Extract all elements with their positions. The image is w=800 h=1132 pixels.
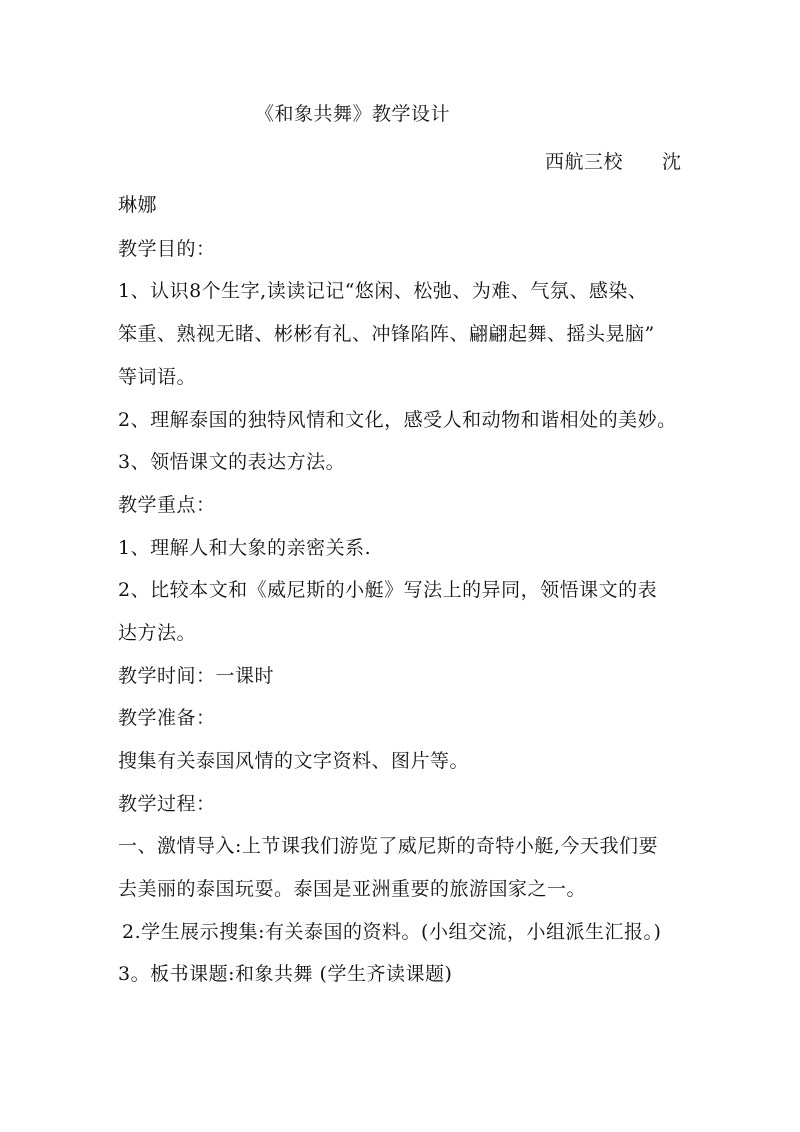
process-step-3: 3。板书课题:和象共舞 (学生齐读课题): [118, 963, 453, 985]
heading-key-points: 教学重点：: [118, 494, 216, 516]
process-step-2: 2.学生展示搜集:有关泰国的资料。(小组交流，小组派生汇报。): [122, 921, 662, 943]
heading-teaching-process: 教学过程：: [118, 793, 216, 815]
author-name-continued: 琳娜: [118, 194, 158, 216]
objective-1-line-3: 等词语。: [118, 366, 197, 388]
key-point-2-line-2: 达方法。: [118, 622, 197, 644]
objective-1-line-2: 笨重、熟视无睹、彬彬有礼、冲锋陷阵、翩翩起舞、摇头晃脑”: [118, 323, 655, 345]
process-step-1-line-1: 一、激情导入:上节课我们游览了威尼斯的奇特小艇,今天我们要: [118, 835, 658, 857]
preparation-text: 搜集有关泰国风情的文字资料、图片等。: [118, 750, 470, 772]
key-point-1: 1、理解人和大象的亲密关系.: [118, 537, 372, 559]
objective-3: 3、领悟课文的表达方法。: [118, 451, 346, 473]
author-line: 西航三校 沈: [545, 151, 682, 173]
key-point-2-line-1: 2、比较本文和《威尼斯的小艇》写法上的异同，领悟课文的表: [118, 579, 658, 601]
process-step-1-line-2: 去美丽的泰国玩耍。泰国是亚洲重要的旅游国家之一。: [118, 878, 587, 900]
heading-teaching-objectives: 教学目的：: [118, 238, 216, 260]
teaching-time: 教学时间：一课时: [118, 665, 275, 687]
heading-preparation: 教学准备：: [118, 707, 216, 729]
objective-1-line-1: 1、认识8个生字,读读记记“悠闲、松弛、为难、气氛、感染、: [118, 280, 648, 302]
document-title: 《和象共舞》教学设计: [255, 103, 451, 125]
objective-2: 2、理解泰国的独特风情和文化，感受人和动物和谐相处的美妙。: [118, 409, 677, 431]
